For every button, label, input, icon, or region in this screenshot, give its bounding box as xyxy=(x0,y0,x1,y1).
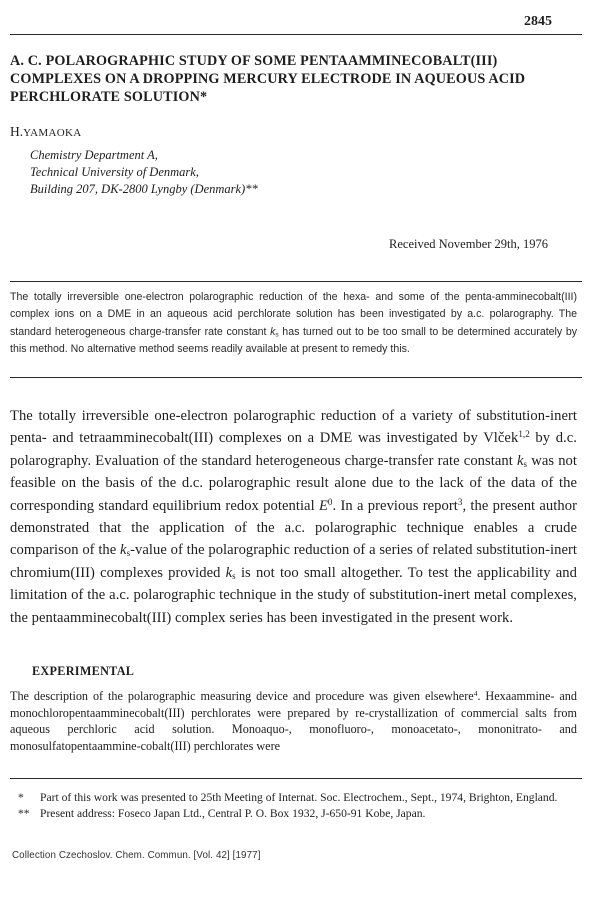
received-date: Received November 29th, 1976 xyxy=(389,237,548,251)
body-paragraph: The totally irreversible one-electron polarographic reduction of a variety of substitution-inert penta- and tetraamminecobalt(III) complexes on a DME was investigated by Vlček$^{1,2}$ by d.c. polarography. Evaluation of the standard heterogeneous charge-transfer rate constant $k_s$ was not feasible on the basis of the d.c. polarographic result alone due to the lack of the data of the corresponding standard equilibrium redox potential $E^0$. In a previous report$^3$, the present author demonstrated that the application of the a.c. polarographic technique enables a crude comparison of the $k_s$-value of the polarographic reduction of a series of related substitution-inert chromium(III) complexes provided $k_s$ is not too small altogether. To test the applicability and limitation of the a.c. polarographic technique in the study of substitution-inert metal complexes, the pentaamminecobalt(III) complex series has been investigated in the present work. xyxy=(10,408,578,626)
section-heading-experimental: EXPERIMENTAL xyxy=(32,664,135,678)
abstract-top-rule xyxy=(10,281,582,282)
abstract-bottom-rule xyxy=(10,377,582,378)
footnote-mark: * xyxy=(18,791,24,804)
footnotes xyxy=(12,790,577,822)
author-initial: H. xyxy=(10,124,24,139)
author-surname: YAMAOKA xyxy=(23,127,82,139)
affiliation-line: Chemistry Department A, xyxy=(30,148,158,162)
footnote xyxy=(12,790,577,806)
page-number: 2845 xyxy=(524,14,552,29)
footnote-text: Present address: Foseco Japan Ltd., Central P. O. Box 1932, J-650-91 Kobe, Japan. xyxy=(40,807,426,820)
journal-footer: Collection Czechoslov. Chem. Commun. [Vol. 42] [1977] xyxy=(12,850,261,861)
experimental-paragraph: The description of the polarographic measuring device and procedure was given elsewhere$^4$. Hexaammine- and monochloropentaamminecobalt(III) perchlorates were prepared by re-crystallization of commercial salts from aqueous perchloric acid solution. Monoaquo-, monofluoro-, monoacetato-, mononitrato- and monosulfatopentaammine-cobalt(III) perchlorates were xyxy=(10,688,577,753)
affiliation xyxy=(30,147,258,198)
footnote xyxy=(12,806,577,822)
footnote-mark: ** xyxy=(18,807,30,820)
affiliation-line: Technical University of Denmark, xyxy=(30,165,199,179)
abstract: The totally irreversible one-electron polarographic reduction of the hexa- and some of the penta-amminecobalt(III) complex ions on a DME in an aqueous acid perchlorate solution has been investigated by a.c. polarography. The standard heterogeneous charge-transfer rate constant $k_s$ has turned out to be too small to be determined accurately by this method. No alternative method seems readily available at present to remedy this. xyxy=(10,291,578,356)
header-rule xyxy=(10,34,582,35)
article-title: A. C. POLAROGRAPHIC STUDY OF SOME PENTAAMMINECOBALT(III) COMPLEXES ON A DROPPING MERCURY ELECTRODE IN AQUEOUS ACID PERCHLORATE SOLUTION* xyxy=(10,53,526,105)
author xyxy=(10,124,81,140)
affiliation-line: Building 207, DK-2800 Lyngby (Denmark)** xyxy=(30,182,258,196)
footnote-rule xyxy=(10,778,582,779)
footnote-text: Part of this work was presented to 25th Meeting of Internat. Soc. Electrochem., Sept., 1974, Brighton, England. xyxy=(40,791,558,804)
